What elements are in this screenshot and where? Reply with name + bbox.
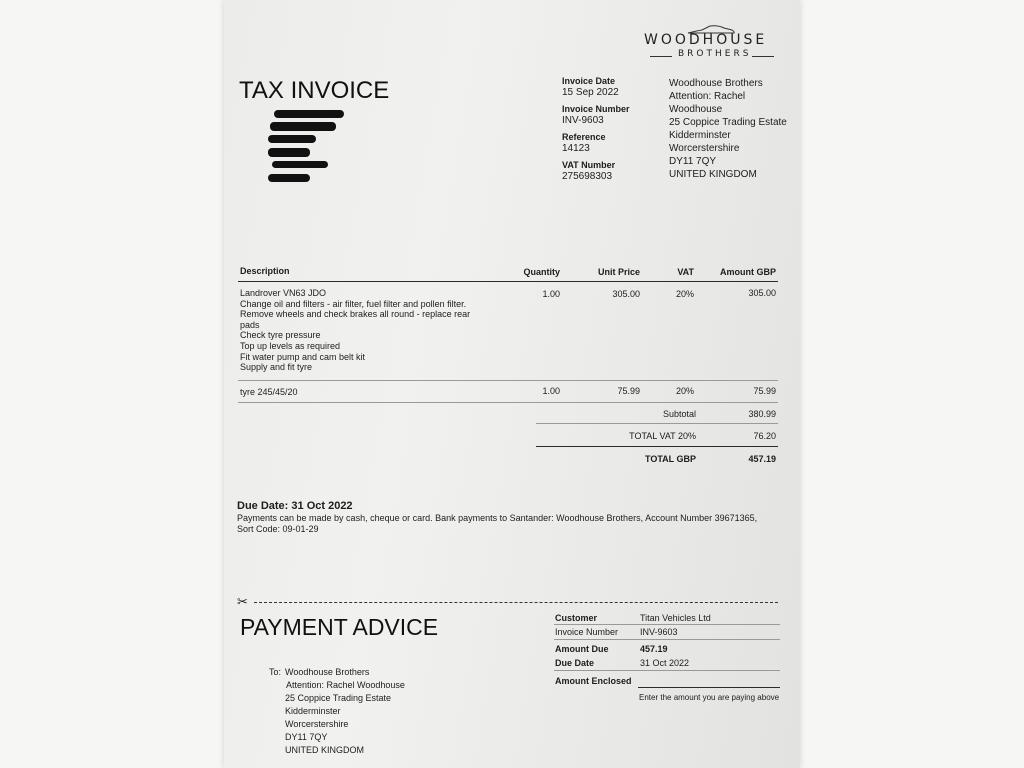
due-date-heading: Due Date: 31 Oct 2022 (237, 500, 353, 512)
address-line: Woodhouse (669, 104, 723, 115)
redaction-bar (270, 122, 336, 131)
address-line: Kidderminster (669, 130, 731, 141)
address-line: DY11 7QY (669, 156, 717, 167)
amount-enclosed-hint: Enter the amount you are paying above (639, 693, 780, 702)
total-rule (536, 446, 778, 447)
meta-reference-label: Reference (562, 132, 606, 142)
table-row-description (240, 288, 470, 373)
meta-invoice-date-label: Invoice Date (562, 76, 616, 86)
description-line: Check tyre pressure (240, 330, 321, 341)
address-line: UNITED KINGDOM (669, 169, 757, 180)
address-line: Worcerstershire (669, 143, 740, 154)
invoice-title: TAX INVOICE (239, 77, 390, 104)
logo-divider-right (752, 56, 774, 57)
meta-invoice-date-value: 15 Sep 2022 (562, 87, 619, 98)
meta-reference-value: 14123 (562, 143, 590, 154)
row-quantity: 1.00 (542, 289, 560, 299)
meta-vat-number-value: 275698303 (562, 171, 613, 182)
description-line: Fit water pump and cam belt kit (240, 351, 366, 362)
detail-rule (554, 639, 780, 640)
subtotal-label: Subtotal (662, 409, 696, 419)
meta-invoice-number-value: INV-9603 (562, 115, 604, 126)
address-line: Attention: Rachel Woodhouse (286, 680, 405, 690)
payment-instructions-line: Sort Code: 09-01-29 (237, 524, 319, 534)
redaction-bar (272, 161, 328, 168)
company-logo (644, 24, 778, 64)
col-header-quantity: Quantity (523, 267, 560, 277)
amount-due-label: Amount Due (555, 644, 609, 654)
total-vat-value: 76.20 (753, 431, 776, 441)
col-header-unit-price: Unit Price (597, 267, 640, 277)
subtotal-rule (536, 423, 778, 424)
row-vat: 20% (675, 289, 694, 299)
invoice-number-label: Invoice Number (555, 627, 619, 637)
redaction-bar (268, 174, 310, 182)
row-description: tyre 245/45/20 (240, 387, 298, 397)
logo-divider-left (650, 56, 672, 57)
scissors-icon: ✂ (237, 594, 248, 609)
customer-value: Titan Vehicles Ltd (640, 613, 711, 623)
subtotal-value: 380.99 (748, 409, 776, 419)
meta-invoice-number-label: Invoice Number (562, 104, 630, 114)
total-vat-label: TOTAL VAT 20% (629, 431, 696, 441)
description-line: Change oil and filters - air filter, fuel filter and pollen filter. (240, 298, 467, 309)
row-vat: 20% (675, 386, 694, 396)
row-divider (238, 402, 778, 403)
row-divider (238, 380, 778, 381)
row-unit-price: 75.99 (617, 386, 640, 396)
description-line: Landrover VN63 JDO (240, 288, 327, 298)
total-gbp-value: 457.19 (748, 454, 776, 464)
invoice-meta (562, 76, 630, 183)
cut-line (254, 602, 778, 603)
detail-rule (554, 624, 780, 625)
col-header-amount: Amount GBP (720, 267, 776, 277)
payment-advice-address (285, 666, 405, 757)
address-line: 25 Coppice Trading Estate (285, 693, 392, 703)
address-line: 25 Coppice Trading Estate (669, 117, 787, 128)
description-line: Remove wheels and check brakes all round - replace rear (240, 309, 471, 320)
total-gbp-label: TOTAL GBP (644, 454, 696, 464)
customer-label: Customer (555, 613, 598, 623)
payment-instructions-line: Payments can be made by cash, cheque or card. Bank payments to Santander: Woodhouse Brothers, Account Number 39671365, (237, 513, 758, 523)
to-label: To: (269, 667, 282, 677)
table-header-rule (238, 281, 778, 282)
col-header-description: Description (240, 266, 290, 276)
payment-advice-title: PAYMENT ADVICE (240, 614, 439, 640)
detail-rule (554, 670, 780, 671)
col-header-vat: VAT (677, 267, 694, 277)
description-line: Supply and fit tyre (240, 362, 313, 373)
due-date-label: Due Date (555, 658, 595, 668)
row-unit-price: 305.00 (612, 289, 640, 299)
row-quantity: 1.00 (542, 386, 560, 396)
invoice-paper (224, 0, 800, 768)
row-amount: 305.00 (748, 288, 776, 298)
logo-sub: BROTHERS (678, 49, 752, 59)
address-line: Woodhouse Brothers (669, 78, 763, 89)
amount-enclosed-field[interactable] (638, 687, 780, 688)
row-amount: 75.99 (753, 386, 776, 396)
supplier-address (669, 77, 787, 181)
address-line: DY11 7QY (285, 732, 328, 742)
address-line: Worcerstershire (285, 719, 349, 729)
redaction-bar (268, 135, 316, 143)
logo-name: WOODHOUSE (644, 32, 768, 48)
description-line: Top up levels as required (240, 340, 341, 351)
meta-vat-number-label: VAT Number (562, 160, 616, 170)
redaction-bar (274, 110, 344, 118)
amount-due-value: 457.19 (640, 644, 668, 654)
address-line: Kidderminster (285, 706, 341, 716)
address-line: Attention: Rachel (669, 91, 746, 102)
address-line: Woodhouse Brothers (285, 667, 370, 677)
description-line: pads (240, 319, 260, 330)
due-date-value: 31 Oct 2022 (640, 658, 690, 668)
invoice-number-value: INV-9603 (640, 627, 678, 637)
address-line: UNITED KINGDOM (285, 745, 365, 755)
amount-enclosed-label: Amount Enclosed (555, 676, 632, 686)
redaction-bar (268, 148, 310, 157)
